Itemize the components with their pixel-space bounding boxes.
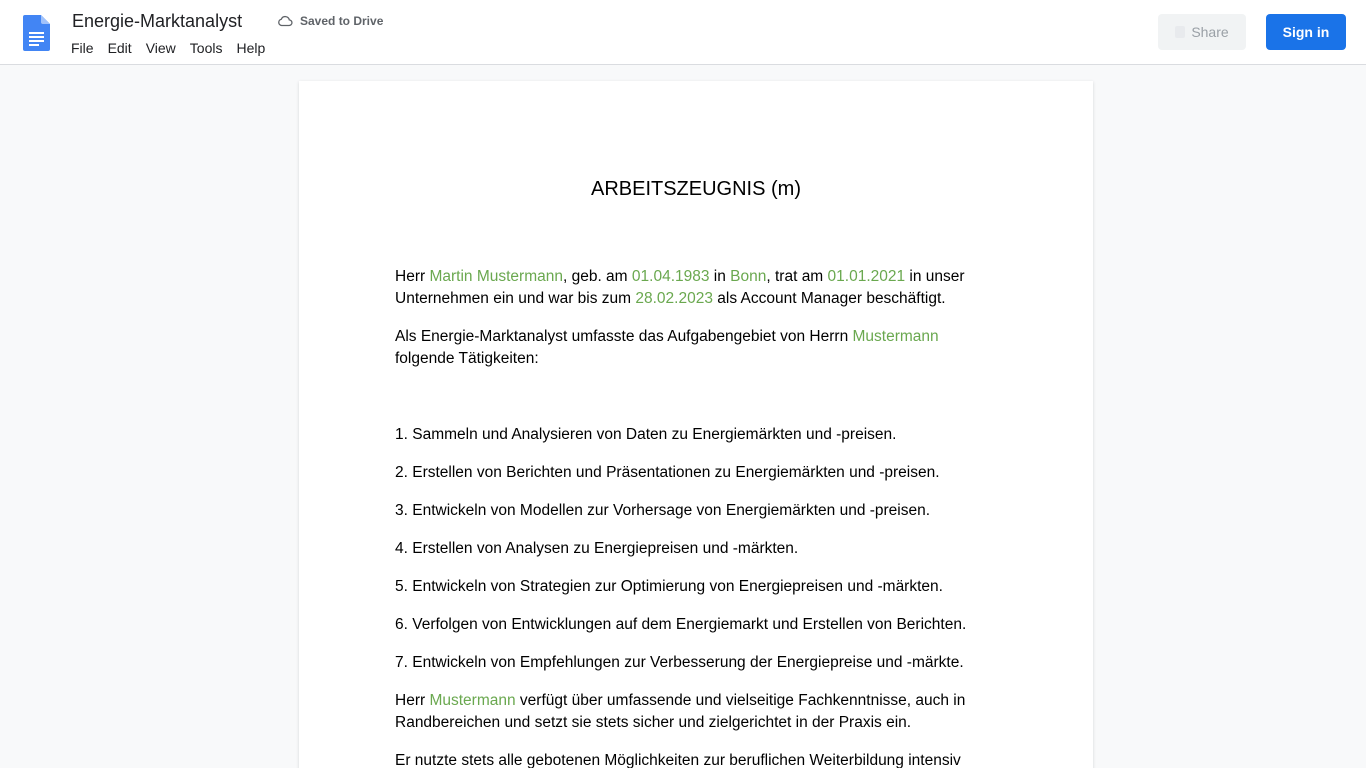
docs-icon[interactable] [23, 15, 50, 51]
employee-surname: Mustermann [429, 692, 516, 709]
save-status-label: Saved to Drive [300, 14, 384, 28]
task-item: 1. Sammeln und Analysieren von Daten zu Energiemärkten und -preisen. [395, 426, 897, 443]
paragraph-tasks-intro: Als Energie-Marktanalyst umfasste das Aufgabengebiet von Herrn Mustermann folgende Tätigkeiten: [395, 328, 939, 367]
app-header [0, 0, 1366, 65]
end-date: 28.02.2023 [635, 290, 713, 307]
menu-edit[interactable]: Edit [107, 40, 132, 56]
task-item: 3. Entwickeln von Modellen zur Vorhersage von Energiemärkten und -preisen. [395, 502, 931, 519]
menu-bar [64, 39, 272, 57]
menu-tools[interactable]: Tools [189, 40, 223, 56]
document-page[interactable] [299, 81, 1093, 768]
menu-file[interactable]: File [71, 40, 94, 56]
task-item: 7. Entwickeln von Empfehlungen zur Verbesserung der Energiepreise und -märkte. [395, 654, 964, 671]
document-canvas[interactable] [0, 65, 1366, 768]
paragraph-training: Er nutzte stets alle gebotenen Möglichkeiten zur beruflichen Weiterbildung intensiv [395, 752, 961, 768]
paragraph-skills: Herr Mustermann verfügt über umfassende und vielseitige Fachkenntnisse, auch in Randbereichen und setzt sie stets sicher und zielgerichtet in der Praxis ein. [395, 692, 966, 731]
task-item: 2. Erstellen von Berichten und Präsentationen zu Energiemärkten und -preisen. [395, 464, 940, 481]
menu-view[interactable]: View [145, 40, 176, 56]
employee-name: Martin Mustermann [429, 268, 563, 285]
paragraph-intro: Herr Martin Mustermann, geb. am 01.04.1983 in Bonn, trat am 01.01.2021 in unser Unternehmen ein und war bis zum 28.02.2023 als Account Manager beschäftigt. [395, 268, 965, 307]
task-item: 6. Verfolgen von Entwicklungen auf dem Energiemarkt und Erstellen von Berichten. [395, 616, 967, 633]
start-date: 01.01.2021 [827, 268, 906, 285]
menu-help[interactable]: Help [236, 40, 266, 56]
document-title[interactable]: Energie-Marktanalyst [72, 11, 243, 31]
cloud-icon [277, 13, 293, 29]
share-button-label: Share [1191, 24, 1229, 40]
document-body [395, 266, 995, 768]
employee-surname: Mustermann [852, 328, 939, 345]
document-heading: ARBEITSZEUGNIS (m) [590, 178, 801, 200]
task-item: 4. Erstellen von Analysen zu Energiepreisen und -märkten. [395, 540, 799, 557]
save-status [277, 13, 383, 29]
birth-city: Bonn [730, 268, 767, 285]
task-item: 5. Entwickeln von Strategien zur Optimierung von Energiepreisen und -märkten. [395, 578, 943, 595]
share-button[interactable] [1158, 14, 1246, 50]
sign-in-button[interactable]: Sign in [1266, 14, 1346, 50]
lock-icon [1175, 26, 1185, 38]
birth-date: 01.04.1983 [631, 268, 710, 285]
